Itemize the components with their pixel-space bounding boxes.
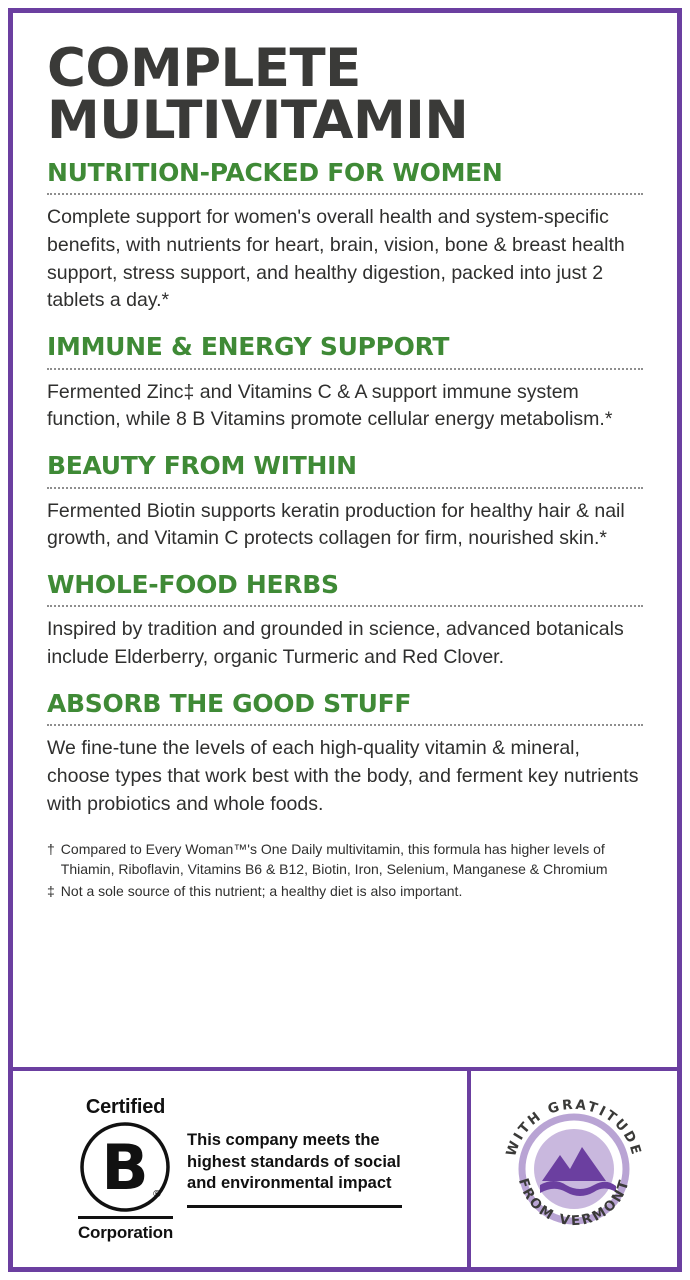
vermont-seal-top-text: WITH GRATITUDE [503, 1096, 645, 1159]
section-heading: ABSORB THE GOOD STUFF [47, 688, 412, 718]
footnote-text: Compared to Every Woman™'s One Daily multivitamin, this formula has higher levels of Thiamin, Riboflavin, Vitamins B6 & B12, Biotin, Iron, Selenium, Manganese & Chromium [60, 841, 608, 877]
section-divider [47, 487, 643, 489]
title-line-1: COMPLETE [47, 38, 361, 99]
bcorp-certified-label: Certified [85, 1095, 166, 1118]
section-immune-energy [47, 333, 643, 434]
vermont-gratitude-seal-icon [490, 1085, 658, 1253]
section-heading: NUTRITION-PACKED FOR WOMEN [47, 157, 503, 187]
footnote-item [47, 840, 643, 879]
section-heading: BEAUTY FROM WITHIN [47, 451, 357, 480]
section-body: Complete support for women's overall health and system-specific benefits, with nutrients for heart, brain, vision, bone & breast health support, stress support, and healthy digestion, packed into just 2 tablets a day.* [47, 206, 625, 312]
section-divider [47, 724, 643, 726]
certification-bar [13, 1067, 677, 1267]
section-heading: WHOLE-FOOD HERBS [47, 569, 339, 599]
section-body: We fine-tune the levels of each high-quality vitamin & mineral, choose types that work best with the body, and ferment key nutrients with probiotics and whole foods. [47, 737, 639, 815]
vermont-seal-block [471, 1071, 677, 1267]
section-body: Fermented Biotin supports keratin production for healthy hair & nail growth, and Vitamin C protects collagen for firm, nourished skin.* [47, 499, 625, 550]
footnote-mark: † [47, 841, 55, 858]
footnote-mark: ‡ [47, 882, 55, 899]
section-body: Inspired by tradition and grounded in science, advanced botanicals include Elderberry, organic Turmeric and Red Clover. [47, 618, 624, 669]
svg-text:B: B [101, 1130, 150, 1204]
section-divider [47, 605, 643, 607]
svg-text:®: ® [152, 1188, 163, 1200]
bcorp-circle-icon [79, 1121, 171, 1213]
section-divider [47, 368, 643, 370]
bcorp-logo [78, 1096, 173, 1243]
section-absorb-the-good-stuff [47, 690, 643, 819]
footnote-item [47, 882, 643, 901]
bcorp-claim-underline [187, 1205, 402, 1208]
title-line-2: MULTIVITAMIN [47, 89, 469, 151]
section-beauty-from-within [47, 452, 643, 553]
footnote-text: Not a sole source of this nutrient; a healthy diet is also important. [60, 882, 463, 899]
footnotes [47, 840, 643, 901]
section-heading: IMMUNE & ENERGY SUPPORT [47, 332, 450, 362]
section-whole-food-herbs [47, 571, 643, 672]
bcorp-block [13, 1071, 471, 1267]
bcorp-corporation-label: Corporation [78, 1216, 173, 1243]
bcorp-claim-text: This company meets the highest standards of social and environmental impact [187, 1130, 401, 1193]
section-nutrition-packed [47, 159, 643, 315]
product-label-panel [8, 8, 682, 1272]
section-body: Fermented Zinc‡ and Vitamins C & A support immune system function, while 8 B Vitamins promote cellular energy metabolism.* [47, 380, 613, 431]
section-divider [47, 193, 643, 195]
page-title [47, 38, 643, 151]
label-content [13, 13, 677, 901]
vermont-seal-bottom-text: FROM VERMONT [514, 1176, 634, 1230]
bcorp-claim [187, 1130, 402, 1208]
